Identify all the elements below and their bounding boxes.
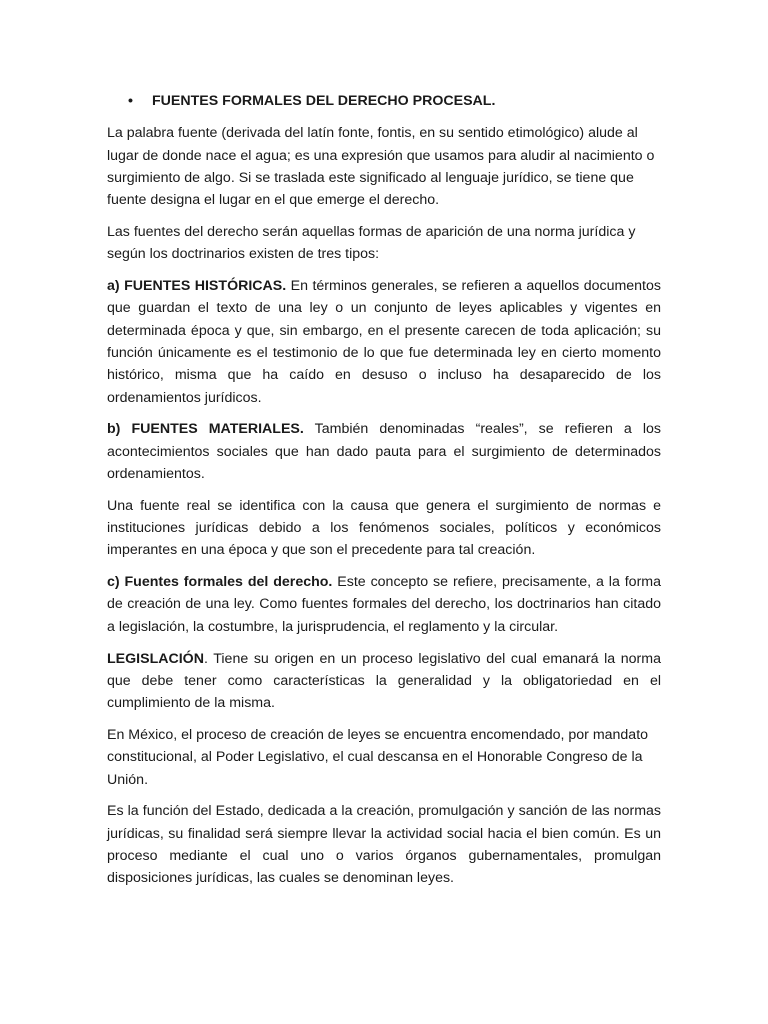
paragraph-text: Las fuentes del derecho serán aquellas formas de aparición de una norma jurídica y según los doctrinarios existen de tres tipos: (107, 223, 636, 263)
paragraph-legislacion (107, 648, 661, 715)
paragraph-funcion-estado (107, 800, 661, 889)
paragraph-text: En México, el proceso de creación de leyes se encuentra encomendado, por mandato constitucional, al Poder Legislativo, el cual descansa en el Honorable Congreso de la Unión. (107, 726, 649, 788)
paragraph-fuentes-formales (107, 571, 661, 638)
paragraph-text: . Tiene su origen en un proceso legislativo del cual emanará la norma que debe tener como características la generalidad y la obligatoriedad en el cumplimiento de la misma. (107, 650, 661, 712)
document-body (107, 90, 661, 899)
paragraph-lead: a) FUENTES HISTÓRICAS. (107, 278, 287, 295)
paragraph-lead: b) FUENTES MATERIALES. (107, 421, 304, 438)
paragraph-text: La palabra fuente (derivada del latín fonte, fontis, en su sentido etimológico) alude al lugar de donde nace el agua; es una expresión que usamos para aludir al nacimiento o surgimiento de algo. Si se traslada este significado al lenguaje jurídico, se tiene que fuente designa el lugar en el que emerge el derecho. (107, 125, 655, 209)
section-heading-text: FUENTES FORMALES DEL DERECHO PROCESAL. (152, 93, 496, 109)
paragraph-fuentes-materiales (107, 418, 661, 485)
bullet-icon: • (128, 93, 133, 109)
paragraph-types-intro (107, 221, 661, 266)
paragraph-lead: LEGISLACIÓN (107, 650, 204, 667)
paragraph-mexico (107, 724, 661, 791)
paragraph-lead: c) Fuentes formales del derecho. (107, 574, 333, 591)
paragraph-definition (107, 122, 661, 211)
paragraph-text: Es la función del Estado, dedicada a la creación, promulgación y sanción de las normas jurídicas, su finalidad será siempre llevar la actividad social hacia el bien común. Es un proceso mediante el cual uno o varios órganos gubernamentales, promulgan disposiciones jurídicas, las cuales se denominan leyes. (107, 803, 661, 887)
paragraph-fuentes-historicas (107, 275, 661, 409)
paragraph-fuente-real (107, 495, 661, 562)
paragraph-text: En términos generales, se refieren a aquellos documentos que guardan el texto de una ley o un conjunto de leyes aplicables y vigentes en determinada época y que, sin embargo, en el presente carecen de toda aplicación; su función únicamente es el testimonio de lo que fue determinada ley en cierto momento histórico, misma que ha caído en desuso o incluso ha desaparecido de los ordenamientos jurídicos. (107, 278, 661, 406)
paragraph-text: También denominadas “reales”, se refieren a los acontecimientos sociales que han dado pauta para el surgimiento de determinados ordenamientos. (107, 421, 661, 482)
paragraph-text: Una fuente real se identifica con la causa que genera el surgimiento de normas e instituciones jurídicas debido a los fenómenos sociales, políticos y económicos imperantes en una época y que son el precedente para tal creación. (107, 497, 661, 559)
paragraph-text: Este concepto se refiere, precisamente, a la forma de creación de una ley. Como fuentes formales del derecho, los doctrinarios han citado a legislación, la costumbre, la jurisprudencia, el reglamento y la circular. (107, 574, 661, 635)
section-heading (107, 90, 661, 112)
